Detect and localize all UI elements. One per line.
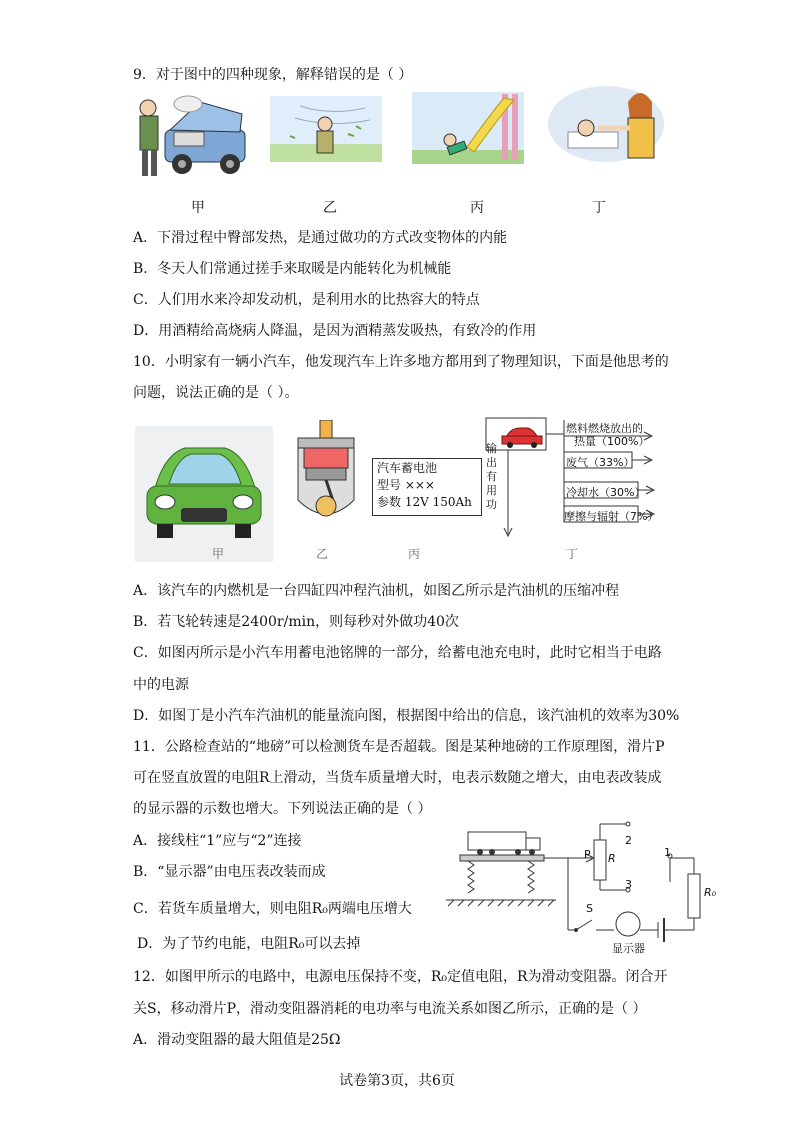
q9-stem: 9．对于图中的四种现象，解释错误的是（ ） xyxy=(133,67,413,83)
q12-stem-line1: 12．如图甲所示的电路中，电源电压保持不变，R₀定值电阻，R为滑动变阻器。闭合开 xyxy=(133,969,668,985)
battery-line3: 参数 12V 150Ah xyxy=(377,495,472,509)
energy-coolant-label: 冷却水（30%） xyxy=(566,486,646,499)
circuit-s-label: S xyxy=(586,902,593,915)
q11-option-d: D．为了节约电能，电阻R₀可以去掉 xyxy=(137,936,361,952)
q9-option-b: B．冬天人们常通过搓手来取暖是内能转化为机械能 xyxy=(133,261,452,277)
q10-stem-line1: 10．小明家有一辆小汽车，他发现汽车上许多地方都用到了物理知识，下面是他思考的 xyxy=(133,354,669,370)
q9-figure-yi xyxy=(270,96,382,162)
circuit-terminal-1: 1 xyxy=(664,846,671,859)
circuit-terminal-3: 3 xyxy=(625,878,632,891)
q9-caption-bing: 丙 xyxy=(470,200,484,216)
q10-option-a: A．该汽车的内燃机是一台四缸四冲程汽油机，如图乙所示是汽油机的压缩冲程 xyxy=(133,583,620,599)
q11-option-c: C．若货车质量增大，则电阻R₀两端电压增大 xyxy=(133,901,412,917)
q10-caption-jia: 甲 xyxy=(212,547,225,561)
q10-caption-ding: 丁 xyxy=(566,547,579,561)
q9-option-d: D．用酒精给高烧病人降温，是因为酒精蒸发吸热，有致冷的作用 xyxy=(133,323,537,339)
q10-battery-label xyxy=(372,458,482,516)
circuit-display-label: 显示器 xyxy=(612,942,645,955)
battery-line2: 型号 ××× xyxy=(377,478,435,492)
q11-circuit-diagram xyxy=(446,820,716,960)
q10-caption-yi: 乙 xyxy=(316,547,329,561)
circuit-r0-label: R₀ xyxy=(704,886,717,899)
q9-figure-ding xyxy=(548,84,666,164)
q11-stem-line2: 可在竖直放置的电阻R上滑动，当货车质量增大时，电表示数随之增大，由电表改装成 xyxy=(133,770,662,786)
useful-char-2: 出 xyxy=(486,456,497,469)
circuit-p-label: P xyxy=(584,848,591,861)
q10-figure-car xyxy=(135,426,273,562)
q9-caption-jia: 甲 xyxy=(191,200,205,216)
q10-option-d: D．如图丁是小汽车汽油机的能量流向图，根据图中给出的信息，该汽油机的效率为30% xyxy=(133,708,680,724)
q9-caption-ding: 丁 xyxy=(592,200,606,216)
q11-option-a: A．接线柱“1”应与“2”连接 xyxy=(133,833,302,849)
q9-option-c: C．人们用水来冷却发动机，是利用水的比热容大的特点 xyxy=(133,292,480,308)
useful-char-1: 输 xyxy=(486,442,497,455)
q9-option-a: A．下滑过程中臀部发热，是通过做功的方式改变物体的内能 xyxy=(133,230,508,246)
circuit-terminal-2: 2 xyxy=(625,834,632,847)
energy-exhaust-label: 废气（33%） xyxy=(566,456,635,469)
energy-useful-label xyxy=(486,442,498,512)
q12-option-a: A．滑动变阻器的最大阻值是25Ω xyxy=(133,1032,341,1048)
q10-caption-bing: 丙 xyxy=(408,547,421,561)
q11-stem-line3: 的显示器的示数也增大。下列说法正确的是（ ） xyxy=(133,801,432,817)
q10-option-b: B．若飞轮转速是2400r/min，则每秒对外做功40次 xyxy=(133,614,459,630)
q10-figure-engine xyxy=(290,420,362,530)
page-footer: 试卷第3页，共6页 xyxy=(339,1073,455,1089)
q12-stem-line2: 关S，移动滑片P，滑动变阻器消耗的电功率与电流关系如图乙所示，正确的是（ ） xyxy=(133,1001,647,1017)
useful-char-5: 功 xyxy=(486,498,497,511)
circuit-r-label: R xyxy=(608,852,616,865)
q9-figure-jia xyxy=(130,92,250,184)
q10-option-c-cont: 中的电源 xyxy=(133,677,189,693)
q11-stem-line1: 11．公路检查站的“地磅”可以检测货车是否超载。图是某种地磅的工作原理图，滑片P xyxy=(133,739,665,755)
q10-stem-line2: 问题，说法正确的是（ ）。 xyxy=(133,385,299,401)
q9-figure-bing xyxy=(412,92,524,164)
q10-option-c: C．如图丙所示是小汽车用蓄电池铭牌的一部分，给蓄电池充电时，此时它相当于电路 xyxy=(133,645,662,661)
battery-line1: 汽车蓄电池 xyxy=(377,461,438,475)
energy-input-label2: 热量（100%） xyxy=(574,435,650,448)
useful-char-3: 有 xyxy=(486,470,497,483)
q11-option-b: B．“显示器”由电压表改装而成 xyxy=(133,864,326,880)
energy-friction-label: 摩擦与辐射（7%） xyxy=(564,510,659,523)
q9-caption-yi: 乙 xyxy=(323,200,337,216)
useful-char-4: 用 xyxy=(486,484,497,497)
energy-input-label: 燃料燃烧放出的 xyxy=(566,422,643,435)
